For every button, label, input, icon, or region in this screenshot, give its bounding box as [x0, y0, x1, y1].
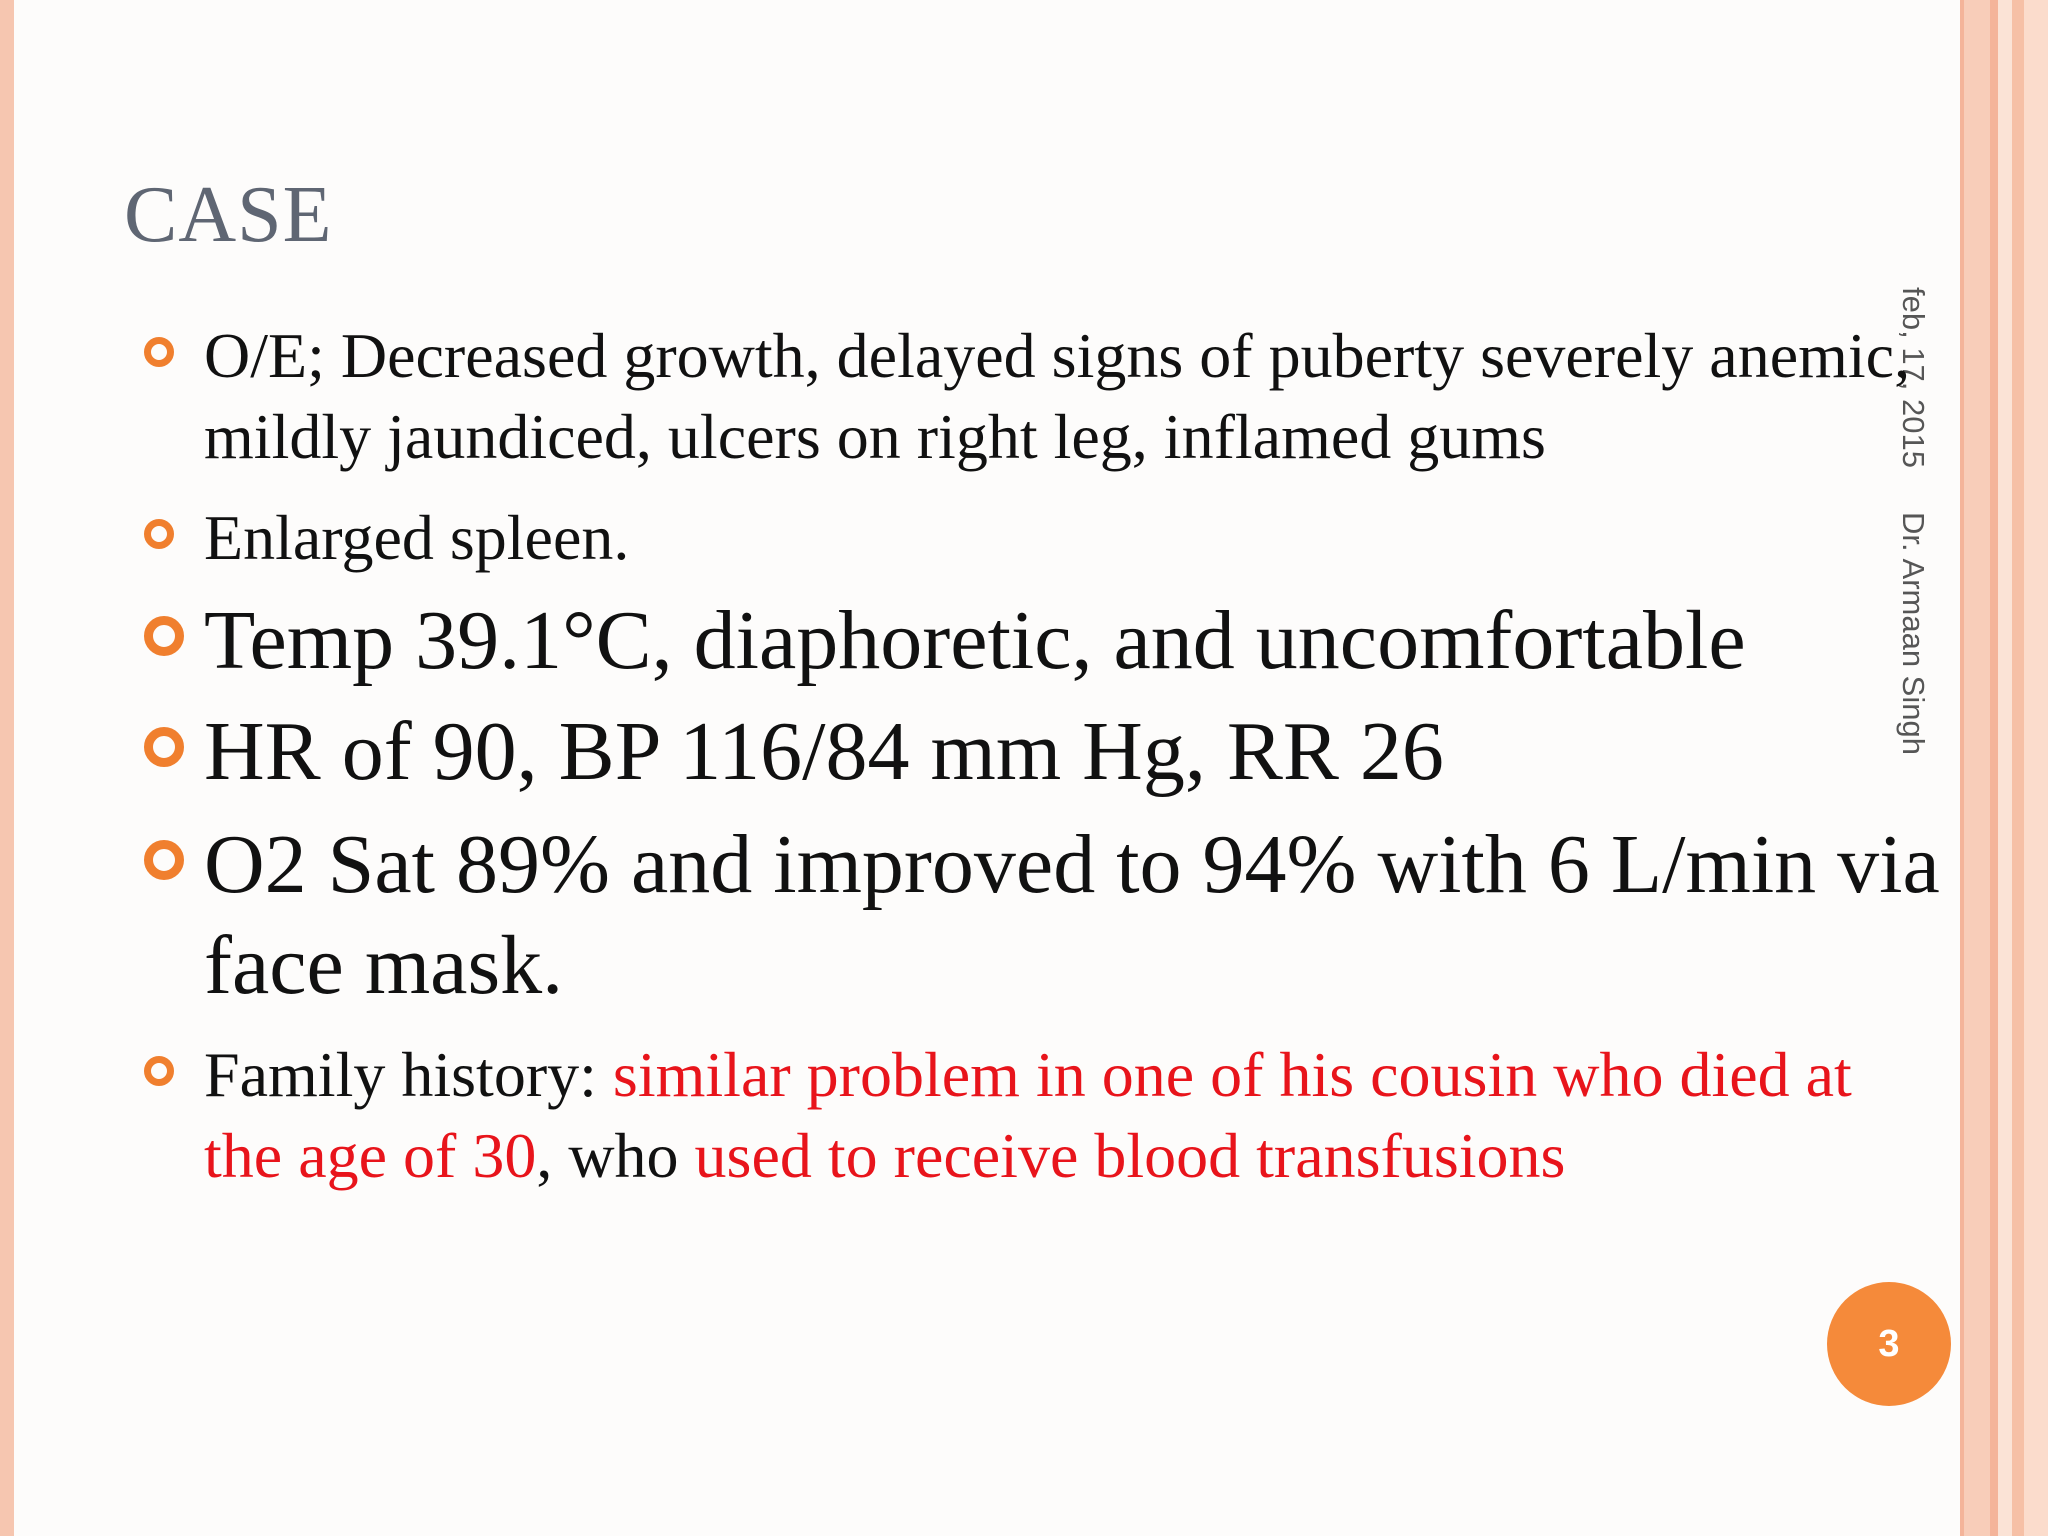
bullet-item-spleen — [140, 497, 1940, 578]
author-label: Dr. Armaan Singh — [1896, 512, 1931, 755]
bullet-ring-icon — [144, 840, 184, 880]
bullet-text: O/E; Decreased growth, delayed signs of puberty severely anemic, mildly jaundiced, ulcers on right leg, inflamed gums — [204, 320, 1911, 472]
bullet-text: O2 Sat 89% and improved to 94% with 6 L/min via face mask. — [204, 818, 1940, 1012]
right-border-stripe — [1964, 0, 1990, 1536]
bullet-ring-icon — [144, 616, 184, 656]
highlight-text: used to receive blood transfusions — [694, 1120, 1566, 1191]
bullet-item-exam — [140, 315, 1940, 477]
bullet-ring-icon — [144, 1056, 174, 1086]
bullet-item-temperature — [140, 590, 1940, 691]
page-number-badge: 3 — [1827, 1282, 1951, 1406]
bullet-ring-icon — [144, 519, 174, 549]
bullet-text: Enlarged spleen. — [204, 502, 630, 573]
family-history-label: Family history: — [204, 1039, 613, 1110]
bullet-list — [140, 315, 1940, 1196]
left-border-decoration — [0, 0, 14, 1536]
bullet-item-oxygen — [140, 814, 1940, 1016]
right-border-stripe — [2012, 0, 2024, 1536]
bullet-item-vitals — [140, 701, 1940, 802]
date-label: feb, 17, 2015 — [1896, 287, 1931, 468]
right-border-stripe — [1998, 0, 2012, 1536]
slide-title: CASE — [124, 171, 333, 259]
bullet-ring-icon — [144, 337, 174, 367]
right-border-stripe — [2024, 0, 2048, 1536]
right-border-stripe — [1990, 0, 1998, 1536]
bullet-text: HR of 90, BP 116/84 mm Hg, RR 26 — [204, 705, 1444, 798]
bullet-item-family-history — [140, 1034, 1940, 1196]
bullet-ring-icon — [144, 727, 184, 767]
bullet-text: Temp 39.1°C, diaphoretic, and uncomfortable — [204, 594, 1746, 687]
highlight-text: similar problem in one of his cousin who died at the age of 30 — [204, 1039, 1852, 1191]
connector-text: , who — [536, 1120, 695, 1191]
